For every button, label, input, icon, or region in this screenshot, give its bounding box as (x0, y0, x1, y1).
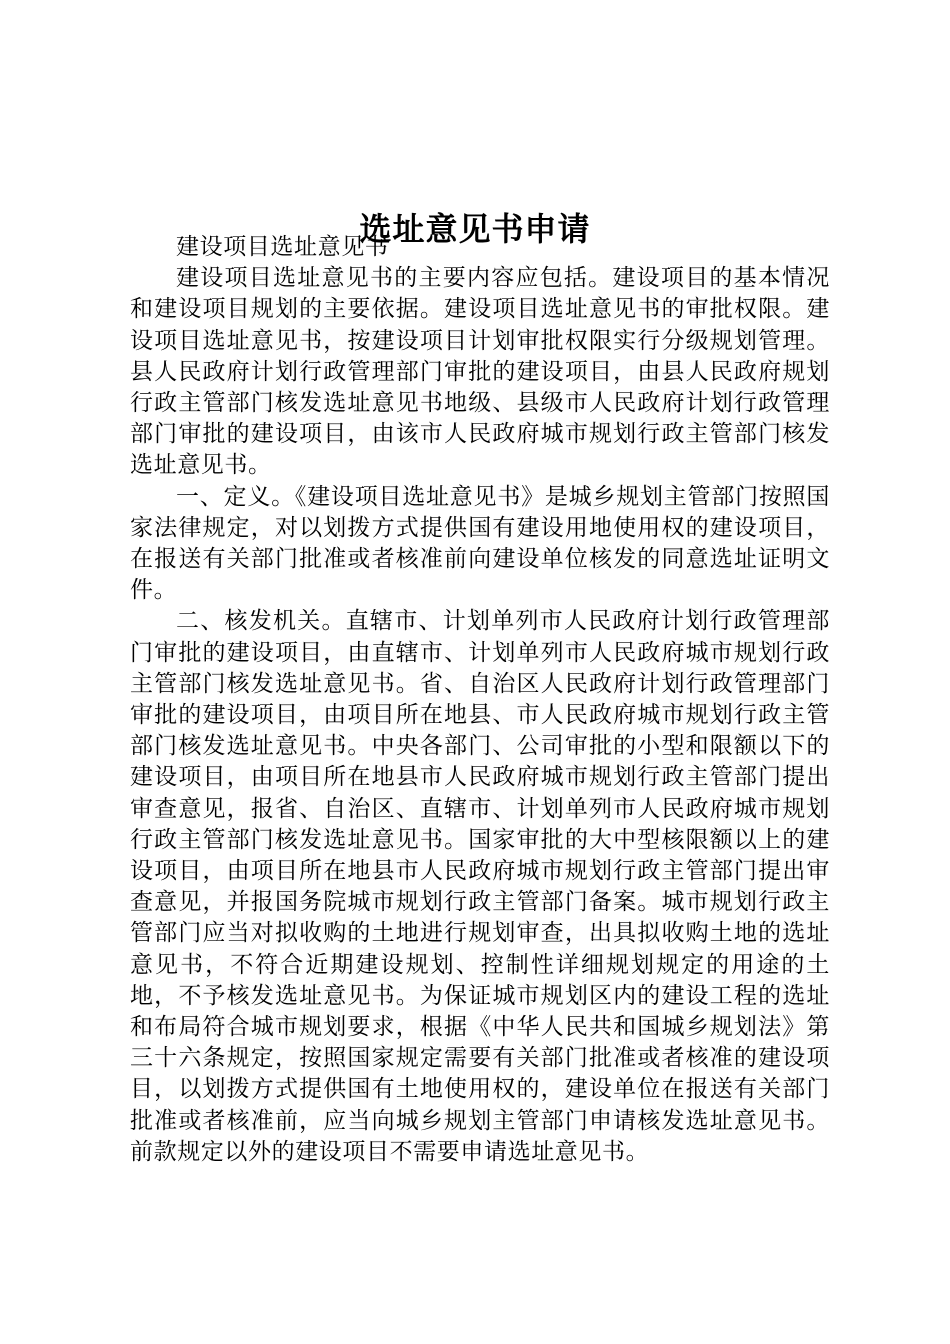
paragraph-issuing-authority: 二、核发机关。直辖市、计划单列市人民政府计划行政管理部门审批的建设项目，由直辖市、计划单列市人民政府城市规划行政主管部门核发选址意见书。省、自治区人民政府计划行政管理部门审批的建设项目，由项目所在地县、市人民政府城市规划行政主管部门核发选址意见书。中央各部门、公司审批的小型和限额以下的建设项目，由项目所在地县市人民政府城市规划行政主管部门提出审查意见，报省、自治区、直辖市、计划单列市人民政府城市规划行政主管部门核发选址意见书。国家审批的大中型核限额以上的建设项目，由项目所在地县市人民政府城市规划行政主管部门提出审查意见，并报国务院城市规划行政主管部门备案。城市规划行政主管部门应当对拟收购的土地进行规划审查，出具拟收购土地的选址意见书，不符合近期建设规划、控制性详细规划规定的用途的土地，不予核发选址意见书。为保证城市规划区内的建设工程的选址和布局符合城市规划要求，根据《中华人民共和国城乡规划法》第三十六条规定，按照国家规定需要有关部门批准或者核准的建设项目，以划拨方式提供国有土地使用权的，建设单位在报送有关部门批准或者核准前，应当向城乡规划主管部门申请核发选址意见书。前款规定以外的建设项目不需要申请选址意见书。 (130, 608, 830, 1165)
paragraph-content-intro: 建设项目选址意见书的主要内容应包括。建设项目的基本情况和建设项目规划的主要依据。建设项目选址意见书的审批权限。建设项目选址意见书，按建设项目计划审批权限实行分级规划管理。县人民政府计划行政管理部门审批的建设项目，由县人民政府规划行政主管部门核发选址意见书地级、县级市人民政府计划行政管理部门审批的建设项目，由该市人民政府城市规划行政主管部门核发选址意见书。 (130, 265, 830, 479)
paragraph-definition: 一、定义。《建设项目选址意见书》是城乡规划主管部门按照国家法律规定，对以划拨方式提供国有建设用地使用权的建设项目，在报送有关部门批准或者核准前向建设单位核发的同意选址证明文件。 (130, 483, 830, 604)
paragraph-subtitle: 建设项目选址意见书 (176, 234, 389, 260)
document-title: 选址意见书申请 (359, 210, 591, 249)
document-body (130, 232, 830, 1168)
